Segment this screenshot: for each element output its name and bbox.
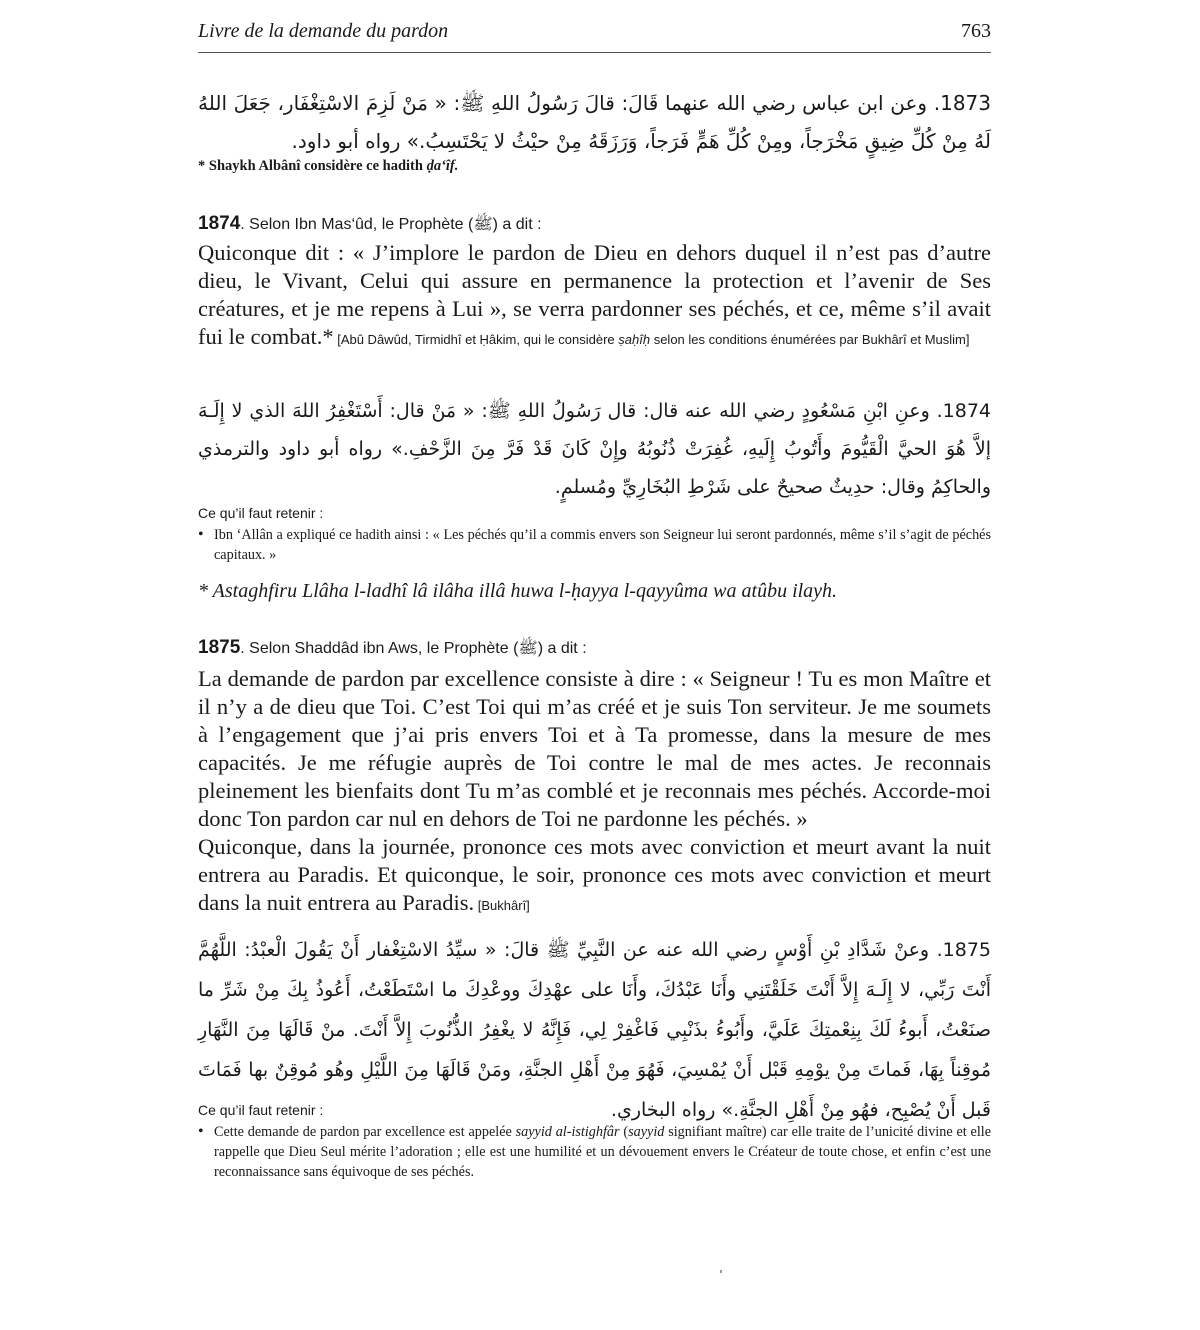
transliteration-footnote: * Astaghfiru Llâha l-ladhî lâ ilâha illâ huwa l-ḥayya l-qayyûma wa atûbu ilayh. xyxy=(198,580,838,602)
source-reference: [Bukhârî] xyxy=(474,898,530,913)
hadith-1875-translation xyxy=(198,665,991,920)
translation-paragraph: Quiconque, dans la journée, prononce ces mots avec conviction et meurt avant la nuit entrera au Paradis. Et quiconque, le soir, prononce ces mots avec conviction et meurt dans la nuit entrera au Paradis. [Bukhârî] xyxy=(198,834,991,915)
hadith-1875-arabic: 1875. وعنْ شَدَّادِ بْنِ أَوْسٍ رضي الله عنه عن النَّبِيِّ ﷺ قالَ: « سيِّدُ الاسْتِغْفار أَنْ يَقُولَ الْعبْدُ: اللَّهُمَّ أَنْتَ رَبِّي، لا إِلَـهَ إِلاَّ أَنْتَ خَلَقْتَنِي وأَنَا عَبْدُكَ، وأَنَا على عهْدِكَ ووعْدِكَ ما اسْتَطَعْتُ، أَعُوذُ بِكَ مِنْ شَرِّ ما صنَعْتُ، أَبوءُ لَكَ بِنِعْمتِكَ عَلَيَّ، وأَبُوءُ بذَنْبِي فَاغْفِرْ لِي، فَإِنَّهُ لا يغْفِرُ الذُّنُوبَ إِلاَّ أَنْتَ. منْ قَالَهَا مِنَ النَّهَارِ مُوقِناً بِهَا، فَماتَ مِنْ يوْمِهِ قَبْل أَنْ يُمْسِيَ، فَهُوَ مِنْ أَهْلِ الجنَّةِ، ومَنْ قَالَهَا مِنَ اللَّيْلِ وهُو مُوقِنٌ بها فَمَاتَ قَبل أَنْ يُصْبِح، فهُو مِنْ أَهْلِ الجنَّةِ.» رواه البخاري. xyxy=(198,939,991,1121)
hadith-1873-arabic: 1873. وعن ابن عباس رضي الله عنهما قَالَ: قالَ رَسُولُ اللهِ ﷺ: « مَنْ لَزِمَ الاسْتِغْفَار، جَعَلَ اللهُ لَهُ مِنْ كُلِّ ضِيقٍ مَخْرَجاً، ومِنْ كُلِّ هَمٍّ فَرَجاً، وَرَزَقَهُ مِنْ حيْثُ لا يَحْتَسِبُ.» رواه أبو داود. xyxy=(198,91,991,153)
hadith-number: 1875 xyxy=(198,637,241,658)
translation-paragraph: La demande de pardon par excellence consiste à dire : « Seigneur ! Tu es mon Maître et il n’y a de dieu que Toi. C’est Toi qui m’as créé et je suis Ton serviteur. Je me soumets à l’engagement que j’ai pris envers Toi et à Ta promesse, dans la mesure de mes capacités. Je me réfugie auprès de Toi contre le mal de mes actes. Je reconnais pleinement les bienfaits dont Tu m’as comblé et je reconnais mes péchés. Accorde-moi donc Ton pardon car nul en dehors de Toi ne pardonne les péchés. » xyxy=(198,666,991,831)
grade-note-text: * Shaykh Albânî considère ce hadith xyxy=(198,158,427,174)
retain-list xyxy=(198,1122,991,1182)
hadith-1873-grade-note xyxy=(198,158,991,175)
grade-note-term: ḍa‘îf. xyxy=(426,158,459,174)
scan-speck xyxy=(720,1270,722,1273)
retain-item: • Ibn ‘Allân a expliqué ce hadith ainsi : « Les péchés qu’il a commis envers son Seigneur lui seront pardonnés, même s’il s’agit de péchés capitaux. » xyxy=(198,525,991,565)
running-title: Livre de la demande du pardon xyxy=(198,20,449,42)
hadith-number: 1874 xyxy=(198,213,241,234)
source-reference: [Abû Dâwûd, Tirmidhî et Ḥâkim, qui le considère ṣaḥîḥ selon les conditions énumérées par Bukhârî et Muslim] xyxy=(333,332,970,347)
hadith-1874-heading xyxy=(198,213,991,237)
retain-heading: Ce qu’il faut retenir : xyxy=(198,505,324,521)
retain-list xyxy=(198,525,991,565)
running-header xyxy=(198,18,991,53)
hadith-1874-translation xyxy=(198,239,991,354)
hadith-intro: . Selon Shaddâd ibn Aws, le Prophète (ﷺ) a dit : xyxy=(240,640,587,657)
retain-item: • Cette demande de pardon par excellence est appelée sayyid al-istighfâr (sayyid signifiant maître) car elle traite de l’unicité divine et elle rappelle que Dieu Seul mérite l’adoration ; elle est une humilité et un dévouement envers le Créateur de toute chose, et enfin c’est une reconnaissance sans équivoque de ses péchés. xyxy=(198,1122,991,1182)
hadith-intro: . Selon Ibn Mas‘ûd, le Prophète (ﷺ) a dit : xyxy=(240,216,542,233)
retain-heading: Ce qu’il faut retenir : xyxy=(198,1102,324,1118)
page-number: 763 xyxy=(961,20,991,42)
translation-text: Quiconque dit : « J’implore le pardon de Dieu en dehors duquel il n’est pas d’autre dieu, le Vivant, Celui qui assure en permanence la protection et l’avenir de Ses créatures, et je me repens à Lui », se verra pardonner ses péchés, et ce, même s’il avait fui le combat.* xyxy=(198,240,991,349)
hadith-1874-arabic: 1874. وعنِ ابْنِ مَسْعُودٍ رضي الله عنه قال: قال رَسُولُ اللهِ ﷺ: « مَنْ قال: أَسْتَغْفِرُ اللهَ الذي لا إِلَـهَ إلاَّ هُوَ الحيَّ الْقَيُّومَ وأَتُوبُ إِلَيهِ، غُفِرَتْ ذُنُوبُهُ وإِنْ كَانَ قَدْ فَرَّ مِنَ الزَّحْفِ.» رواه أبو داود والترمذي والحاكِمُ وقال: حدِيثٌ صحيحٌ على شَرْطِ البُخَارِيِّ ومُسلمٍ. xyxy=(198,400,991,498)
hadith-1875-heading xyxy=(198,637,991,661)
